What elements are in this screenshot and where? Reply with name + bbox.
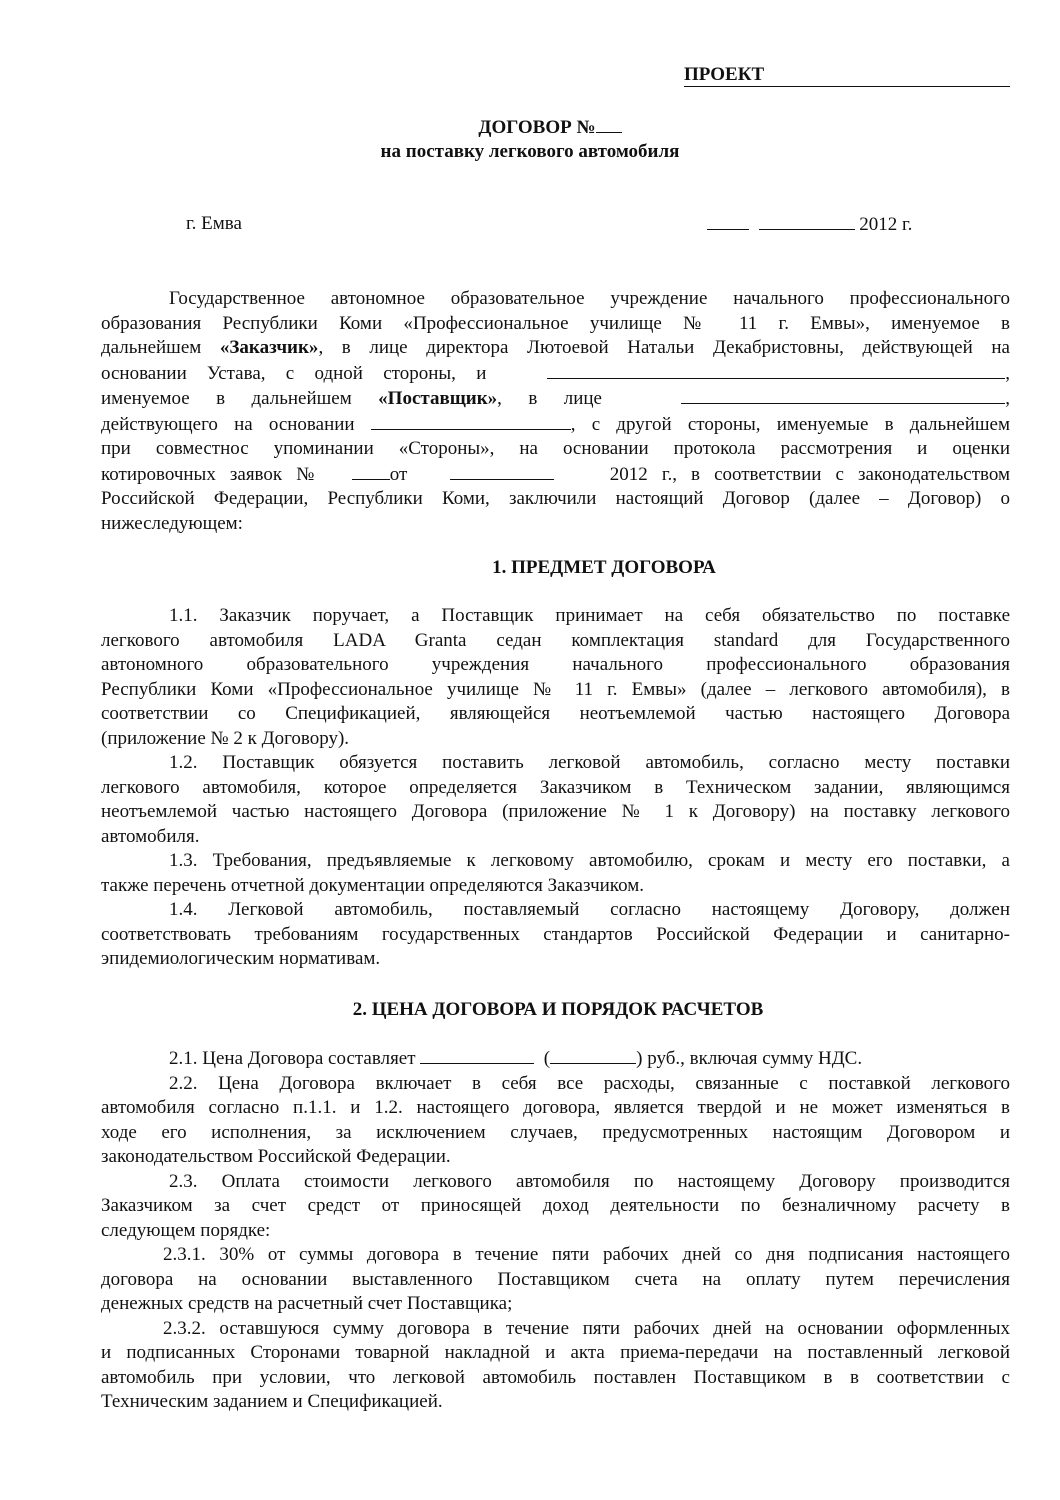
preamble-text: действующего на основании bbox=[101, 413, 355, 435]
preamble-text: , bbox=[1005, 362, 1011, 384]
preamble-text: основании Устава, с одной стороны, и bbox=[101, 362, 487, 384]
supplier-rep-blank bbox=[681, 386, 1005, 404]
contract-place: г. Емва bbox=[186, 213, 242, 234]
contract-title bbox=[20, 114, 1060, 140]
preamble-text: 2012 г., в соответствии с законодательством bbox=[609, 463, 1011, 485]
preamble-line: нижеследующем: bbox=[101, 512, 243, 534]
protocol-date-blank bbox=[450, 462, 554, 480]
basis-blank bbox=[371, 412, 571, 430]
clause-line: неотъемлемой частью настоящего Договора (приложение № 1 к Договору) на поставку легкового bbox=[101, 801, 1010, 822]
clause-line: соответствии со Спецификацией, являющейся неотъемлемой частью настоящего Договора bbox=[101, 703, 1010, 724]
clause-line: автомобиля согласно п.1.1. и 1.2. настоящего договора, является твердой и не может изменяться в bbox=[101, 1097, 1010, 1118]
customer-term: «Заказчик» bbox=[219, 337, 319, 358]
clause-line: законодательством Российской Федерации. bbox=[101, 1146, 451, 1167]
preamble-line: при совместнос упоминании «Стороны», на основании протокола рассмотрения и оценки bbox=[101, 438, 1010, 459]
clause-line: Заказчиком за счет средст от приносящей доход деятельности по безналичному расчету в bbox=[101, 1195, 1010, 1216]
clause-line: денежных средств на расчетный счет Поставщика; bbox=[101, 1293, 513, 1314]
preamble-text: именуемое в дальнейшем bbox=[101, 388, 379, 409]
clause-line: Республики Коми «Профессиональное училище № 11 г. Емвы» (далее – легкового автомобиля), в bbox=[101, 678, 1010, 700]
price-blank bbox=[420, 1046, 534, 1064]
clause-text: ( bbox=[543, 1048, 551, 1069]
clause-text: ) руб., включая сумму НДС. bbox=[636, 1048, 863, 1069]
section-1-heading: 1. ПРЕДМЕТ ДОГОВОРА bbox=[492, 557, 716, 578]
contract-subtitle: на поставку легкового автомобиля bbox=[380, 141, 680, 162]
contract-number-blank bbox=[596, 114, 622, 133]
clause-line: эпидемиологическим нормативам. bbox=[101, 948, 381, 969]
preamble-line bbox=[101, 462, 1010, 488]
preamble bbox=[101, 287, 1010, 536]
section-2-heading: 2. ЦЕНА ДОГОВОРА И ПОРЯДОК РАСЧЕТОВ bbox=[352, 999, 764, 1020]
clause-line: автомобиля. bbox=[101, 825, 200, 847]
protocol-number-blank bbox=[352, 462, 390, 480]
clause-line: (приложение № 2 к Договору). bbox=[101, 727, 350, 749]
clause-line: соответствовать требованиям государственных стандартов Российской Федерации и санитарно- bbox=[101, 923, 1010, 945]
preamble-text: от bbox=[389, 463, 408, 485]
clause-line: автономного образовательного учреждения начального профессионального образования bbox=[101, 654, 1010, 675]
section-2-body bbox=[101, 1046, 1010, 1415]
clause-line: следующем порядке: bbox=[101, 1219, 271, 1241]
clause-line: 2.2. Цена Договора включает в себя все расходы, связанные с поставкой легкового bbox=[169, 1072, 1010, 1094]
supplier-name-blank bbox=[547, 361, 1005, 379]
day-blank bbox=[707, 212, 749, 230]
clause-line: 1.1. Заказчик поручает, а Поставщик принимает на себя обязательство по поставке bbox=[169, 605, 1010, 626]
month-blank bbox=[759, 212, 855, 230]
section-1-body bbox=[101, 604, 1010, 972]
preamble-text: , в лице директора Лютоевой Натальи Декабристовны, действующей на bbox=[318, 337, 1010, 358]
preamble-line: образования Республики Коми «Профессиональное училище № 11 г. Емвы», именуемое в bbox=[101, 312, 1010, 334]
draft-label: ПРОЕКТ bbox=[684, 64, 1010, 87]
clause-line: 2.3.2. оставшуюся сумму договора в течение пяти рабочих дней на основании оформленных bbox=[163, 1317, 1010, 1339]
preamble-text: дальнейшем bbox=[101, 337, 220, 358]
clause-line bbox=[101, 1046, 1010, 1072]
clause-line: 1.2. Поставщик обязуется поставить легковой автомобиль, согласно месту поставки bbox=[169, 752, 1010, 773]
clause-text: 2.1. Цена Договора составляет bbox=[169, 1048, 416, 1069]
preamble-line bbox=[101, 336, 1010, 361]
preamble-line: Государственное автономное образовательное учреждение начального профессионального bbox=[169, 288, 1010, 309]
preamble-line bbox=[101, 412, 1010, 438]
clause-line: также перечень отчетной документации определяются Заказчиком. bbox=[101, 874, 644, 896]
contract-year: 2012 г. bbox=[859, 214, 913, 235]
clause-line: 2.3. Оплата стоимости легкового автомобиля по настоящему Договору производится bbox=[169, 1170, 1010, 1192]
preamble-text: , в лице bbox=[497, 388, 602, 409]
preamble-text: , bbox=[1005, 388, 1010, 409]
preamble-text: , с другой стороны, именуемые в дальнейшем bbox=[570, 413, 1010, 435]
clause-line: договора на основании выставленного Поставщиком счета на оплату путем перечисления bbox=[101, 1268, 1010, 1290]
clause-line: 1.3. Требования, предъявляемые к легковому автомобилю, срокам и месту его поставки, а bbox=[169, 850, 1010, 871]
clause-line: легкового автомобиля LADA Granta седан комплектация standard для Государственного bbox=[101, 629, 1010, 651]
preamble-text: котировочных заявок № bbox=[101, 463, 324, 485]
clause-line: автомобиль при условии, что легковой автомобиль поставлен Поставщиком в в соответствии с bbox=[101, 1366, 1010, 1388]
clause-line: Техническим заданием и Спецификацией. bbox=[101, 1391, 443, 1412]
clause-line: легкового автомобиля, которое определяется Заказчиком в Техническом задании, являющимся bbox=[101, 776, 1010, 798]
contract-title-text: ДОГОВОР № bbox=[478, 117, 596, 138]
supplier-term: «Поставщик» bbox=[378, 388, 498, 409]
clause-line: 1.4. Легковой автомобиль, поставляемый согласно настоящему Договору, должен bbox=[169, 899, 1010, 920]
preamble-line: Российской Федерации, Республики Коми, заключили настоящий Договор (далее – Договор) о bbox=[101, 488, 1010, 509]
clause-line: ходе его исполнения, за исключением случаев, предусмотренных настоящим Договором и bbox=[101, 1121, 1010, 1143]
contract-date bbox=[707, 212, 912, 237]
preamble-line bbox=[101, 386, 1010, 412]
preamble-line bbox=[101, 361, 1010, 387]
clause-line: 2.3.1. 30% от суммы договора в течение пяти рабочих дней со дня подписания настоящего bbox=[163, 1244, 1010, 1265]
price-words-blank bbox=[550, 1046, 636, 1064]
clause-line: и подписанных Сторонами товарной накладной и акта приема-передачи на поставленный легковой bbox=[101, 1342, 1010, 1363]
